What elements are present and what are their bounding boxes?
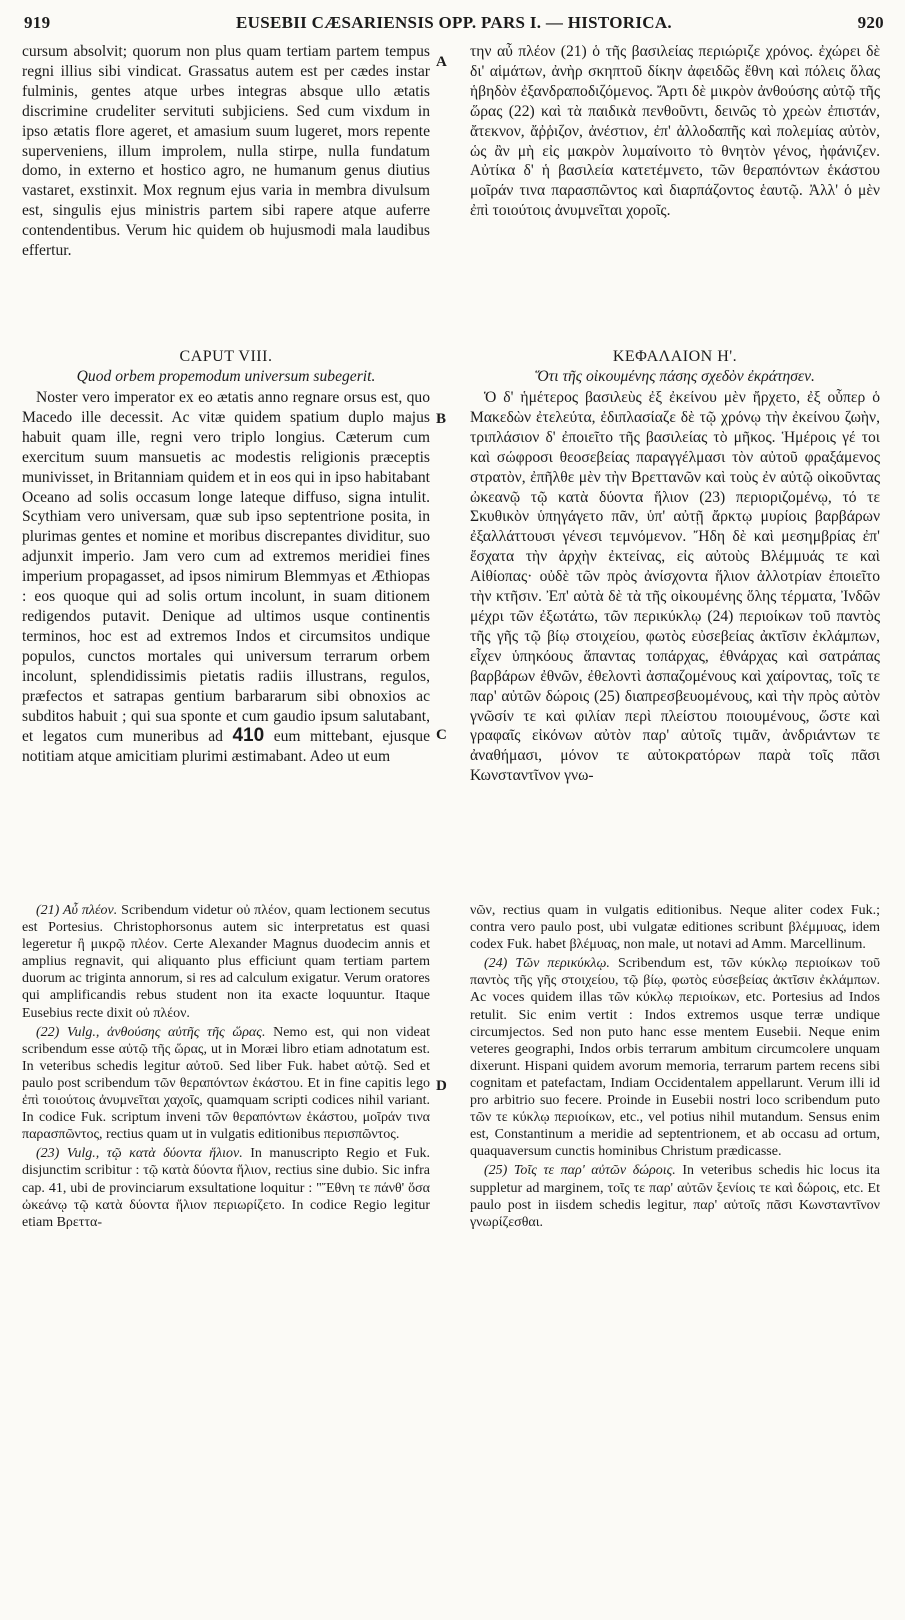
note-23-lead: (23) Vulg., τῷ κατὰ δύοντα ἥλιον.	[36, 1146, 243, 1162]
note-23-continued-text: νῶν, rectius quam in vulgatis editionibus. Neque aliter codex Fuk.; contra vero paulo post, ubi vulgatæ editiones scribunt βλέμμυας, idem codex Fuk. habet βλέμυας, non male, ut notavi ad Amm. Marcellinum.	[470, 903, 880, 953]
notes-left-column	[22, 902, 430, 1617]
greek-intro-text: την αὖ πλέον (21) ὁ τῆς βασιλείας περιώριζε χρόνος. ἐχώρει δὲ δι' αἱμάτων, ἀνὴρ σκηπτοῦ δίκην ἀφειδῶς ἔθνη καὶ πόλεις ὅλας ἡβηδὸν ἐξανδραποδιζόμενος. Ἄρτι δὲ μικρὸν ἀνθούσης αὐτῷ τῆς ὥρας (22) καὶ τὰ παιδικὰ πενθοῦντι, δεινῶς τὸ χρεὼν ἐπιστάν, ἄτεκνον, ἄῤῥιζον, ἀνέστιον, ἐπ' ἀλλοδαπῆς καὶ πολεμίας αὐτὸν, ὡς ἂν μὴ εἰς μακρὸν λυμαίνοιτο τὸ θνητὸν γένος, ἠφάνιζεν. Αὐτίκα δ' ἡ βασιλεία κατετέμνετο, τῶν θεραπόντων ἑκάστου μοῖράν τινα παρασπῶντος καὶ διαρπάζοντος ἑαυτῷ. Ἀλλ' ὁ μὲν ἐπὶ τοιούτοις ἀνυμνεῖται χοροῖς.	[470, 43, 880, 220]
greek-chapter-column	[470, 348, 880, 896]
note-23-text: In manuscripto Regio et Fuk. disjunctim scribitur : τῷ κατὰ δύοντα ἥλιον, rectius sine dubio. Sic infra cap. 41, ubi de provinciarum exsultatione loquitur : "Ἔθνη τε πάνθ' ὅσα ὠκεάνῳ τῷ κατὰ δύοντα ἥλιον περιωρίζετο. In codice Regio legitur etiam Βρεττα-	[22, 1146, 431, 1230]
margin-letter-c: C	[436, 727, 447, 743]
folio-number: 410	[232, 725, 265, 747]
chapter-heading-latin: CAPUT VIII.	[179, 348, 273, 365]
page-number-right: 920	[857, 13, 884, 32]
note-22-text: Nemo est, qui non videat scribendum esse αὐτῷ τῆς ὥρας, ut in Moræi libro etiam adnotatum est. In veteribus schedis legitur αὐτοῦ. Sed liber Fuk. habet αὐτῷ. Sed et paulo post scribendum τῶν θεραπόντων ἑκάστου. Et in fine capitis lego ἐπὶ τοιούτοις ἀνυμνεῖται χαχοῖς, quamquam scripti codices nihil variant. In codice Fuk. scriptum inveni τῶν θεραπόντων ἑκάστου, μοῖράν τινα παρασπῶντος, rectius quam ut in vulgatis editionibus περισπῶντος.	[22, 1024, 430, 1143]
latin-intro-column	[22, 42, 430, 260]
margin-letter-d: D	[436, 1078, 447, 1094]
chapter-subtitle-latin: Quod orbem propemodum universum subegerit.	[76, 368, 376, 385]
note-22-lead: (22) Vulg., ἀνθούσης αὐτῆς τῆς ὥρας.	[36, 1024, 266, 1040]
latin-chapter-column	[22, 348, 430, 896]
chapter-heading-greek: ΚΕΦΑΛΑΙΟΝ Η'.	[612, 348, 738, 365]
note-21	[22, 902, 430, 1022]
running-header	[24, 8, 884, 38]
latin-chapter-text-part1: Noster vero imperator ex eo ætatis anno regnare orsus est, quo Macedo ille decessit. Ac vitæ quidem spatium duplo majus habuit quam ille, regni vero triplo longius. Cæterum cum exercitum suum mansuetis ac modestis religionis præceptis munivisset, in Britanniam quidem et in eos qui in ipso habitabant Oceano ad solis occasum longe lateque diffuso, signa intulit. Scythiam vero universam, quæ sub ipso septentrione posita, in plurimas gentes et nomine et moribus discrepantes dividitur, suo adjunxit imperio. Jam vero cum ad extremos meridiei fines imperium propagasset, ad ipsos nimirum Blemmyas et Æthiopas : eos quoque qui ad solis ortum incolunt, in suam ditionem redigendos putavit. Denique ad ultimos usque continentis terminos, hoc est ad extremos Indos et circumsitos undique populos, cunctos mortales qui universum terrarum orbem incolunt, splendidissimis pietatis radiis illustrans, regulos, præfectos et satrapas gentium barbararum sibi obnoxios ac subditos habuit ; qui sua sponte et cum gaudio ipsum salutabant, et legatos cum muneribus ad	[22, 389, 430, 746]
note-25-text: In veteribus schedis hic locus ita suppletur ad marginem, τοῖς τε παρ' αὐτῶν ξενίοις τε καὶ δώροις, etc. Et paulo post in iisdem schedis legitur, παρ' αὐτοῖς πᾶσι Κωνσταντῖνον γνωρίζεσθαι.	[470, 1163, 880, 1230]
note-25	[470, 1162, 880, 1230]
latin-intro-text: cursum absolvit; quorum non plus quam tertiam partem tempus regni illius sibi vindicat. Grassatus autem est per cædes instar fulminis, gentes atque urbes integras absque ullo ætatis discrimine crudeliter servituti subjiciens. Sed cum vixdum in ipso ætatis flore ageret, et amasium suum lugeret, mors repente superveniens, illum improlem, nulla stirpe, nulla fundatum domo, in externo et hostico agro, ne humanum genus diutius vastaret, exstinxit. Mox regnum ejus varia in membra divulsum est, singulis ejus ministris partem sibi rapere atque auferre contendentibus. Verum hic quidem ob hujusmodi mala laudibus effertur.	[22, 43, 430, 260]
note-25-lead: (25) Τοῖς τε παρ' αὐτῶν δώροις.	[484, 1163, 676, 1179]
latin-chapter-text	[22, 388, 430, 767]
note-23-continued	[470, 902, 880, 953]
greek-intro-column	[470, 42, 880, 242]
note-21-lead: (21) Αὖ πλέον.	[36, 903, 118, 918]
latin-chapter-text-part2: eum mittebant, ejusque notitiam atque amicitiam plurimi æstimabant. Adeo ut eum	[22, 728, 431, 766]
chapter-subtitle-greek: Ὅτι τῆς οἰκουμένης πάσης σχεδὸν ἐκράτησεν.	[535, 368, 815, 385]
greek-chapter-text: Ὁ δ' ἡμέτερος βασιλεὺς ἐξ ἐκείνου μὲν ἤρχετο, ἐξ οὗπερ ὁ Μακεδὼν ἐτελεύτα, ἐδιπλασίαζε δὲ τῷ χρόνῳ τὴν ἐκείνου ζωὴν, τριπλάσιον δ' ἐποιεῖτο τῆς βασιλείας τὸ μῆκος. Ἡμέροις γέ τοι καὶ σώφροσι θεοσεβείας παραγγέλμασι τὸν αὐτοῦ φραξάμενος στρατὸν, ἐπῆλθε μὲν τὴν Βρεττανῶν καὶ τοὺς ἐν αὐτῷ οἰκοῦντας ὠκεανῷ τῷ κατὰ δύοντα ἥλιον (23) περιοριζομένῳ, τό τε Σκυθικὸν ὑπηγάγετο πᾶν, ὑπ' αὐτῇ ἄρκτῳ μυρίοις βαρβάρων ἐξαλλάττουσι γένεσι τεμνόμενον. Ἤδη δὲ καὶ μεσημβρίας ἐπ' ἔσχατα τὴν ἀρχὴν ἐκτείνας, εἰς αὐτοὺς Βλέμμυάς τε καὶ Αἰθίοπας· οὐδὲ τῶν πρὸς ἀνίσχοντα ἥλιον ἀλλοτρίαν ἐποιεῖτο τὴν κτῆσιν. Ἐπ' αὐτὰ δὲ τὰ τῆς οἰκουμένης ὅλης τέρματα, Ἰνδῶν μέχρι τῶν ἐξωτάτω, τῶν περικύκλῳ (24) περιοίκων τοῦ παντὸς τῆς γῆς τῷ βίῳ στοιχείου, φωτὸς εὐσεβείας ἀκτῖσιν ἐκλάμπων, εἶχεν ὑπηκόους ἅπαντας τοπάρχας, ἐθνάρχας καὶ σατράπας βαρβάρων ἐθνῶν, ἐθελοντὶ ἀσπαζομένους καὶ χαίροντας, τοῖς τε παρ' αὐτῶν δώροις (25) διαπρεσβευομένους, καὶ τὴν πρὸς αὐτὸν γνῶσίν τε καὶ φιλίαν περὶ πλείστου ποιουμένους, ὥστε καὶ γραφαῖς εἰκόνων αὐτὸν παρ' αὐτοῖς τιμᾶν, ἀνδριάντων τε ἀναθήμασι, μόνον τε αὐτοκρατόρων παρὰ τοῖς πᾶσι Κωνσταντῖνον γνω-	[470, 389, 880, 785]
note-24	[470, 955, 880, 1160]
note-24-text: Scribendum est, τῶν κύκλῳ περιοίκων τοῦ παντὸς τῆς γῆς στοιχείου, τῷ βίῳ, φωτὸς εὐσεβείας ἀκτῖσιν ἐκλάμπων. Ac voces quidem illas τῶν κύκλῳ περιοίκων, etc. Portesius ad Indos retulit. Sic enim vertit : Indos extremos usque terræ undique circumjectos. Sed non puto hanc esse mentem Eusebii. Neque enim veteres geographi, Indos orbis terrarum ambitum circumcolere unquam dixerunt. Hispani quidem avorum memoria, terrarum partem recens sibi cognitam et patefactam, Indiam Occidentalem appellarunt. Verum illi id pro arbitrio suo fecere. Proinde in Eusebii nostri loco scribendum puto τῶν τε κύκλῳ περιοίκων, etc., vel potius nihil mutandum. Sensus enim est, Constantinum a meridie ad septentrionem, et ab occasu ad ortum, quaquaversum cunctis hominibus Christum prædicasse.	[470, 956, 880, 1160]
notes-right-column	[470, 902, 880, 1617]
note-21-text: Scribendum videtur οὐ πλέον, quam lectionem secutus est Portesius. Christophorsonus autem sic interpretatus est quasi legeretur ἢ μικρῷ πλέον. Certe Alexander Magnus duodecim annis et amplius regnavit, qui aliquanto plus efficiunt quam tertiam partem duorum ac triginta annorum, si res ad calculum exigatur. Verum oratores qui amplificandis rebus student non ita exacte loquuntur. Itaque Eusebius recte dixit οὐ πλέον.	[22, 903, 431, 1021]
note-23	[22, 1145, 430, 1230]
margin-letter-b: B	[436, 411, 447, 427]
margin-letter-a: A	[436, 54, 447, 70]
running-title: EUSEBII CÆSARIENSIS OPP. PARS I. — HISTORICA.	[236, 13, 672, 32]
note-24-lead: (24) Τῶν περικύκλῳ.	[484, 956, 610, 972]
page-number-left: 919	[24, 13, 51, 32]
note-22	[22, 1024, 430, 1144]
